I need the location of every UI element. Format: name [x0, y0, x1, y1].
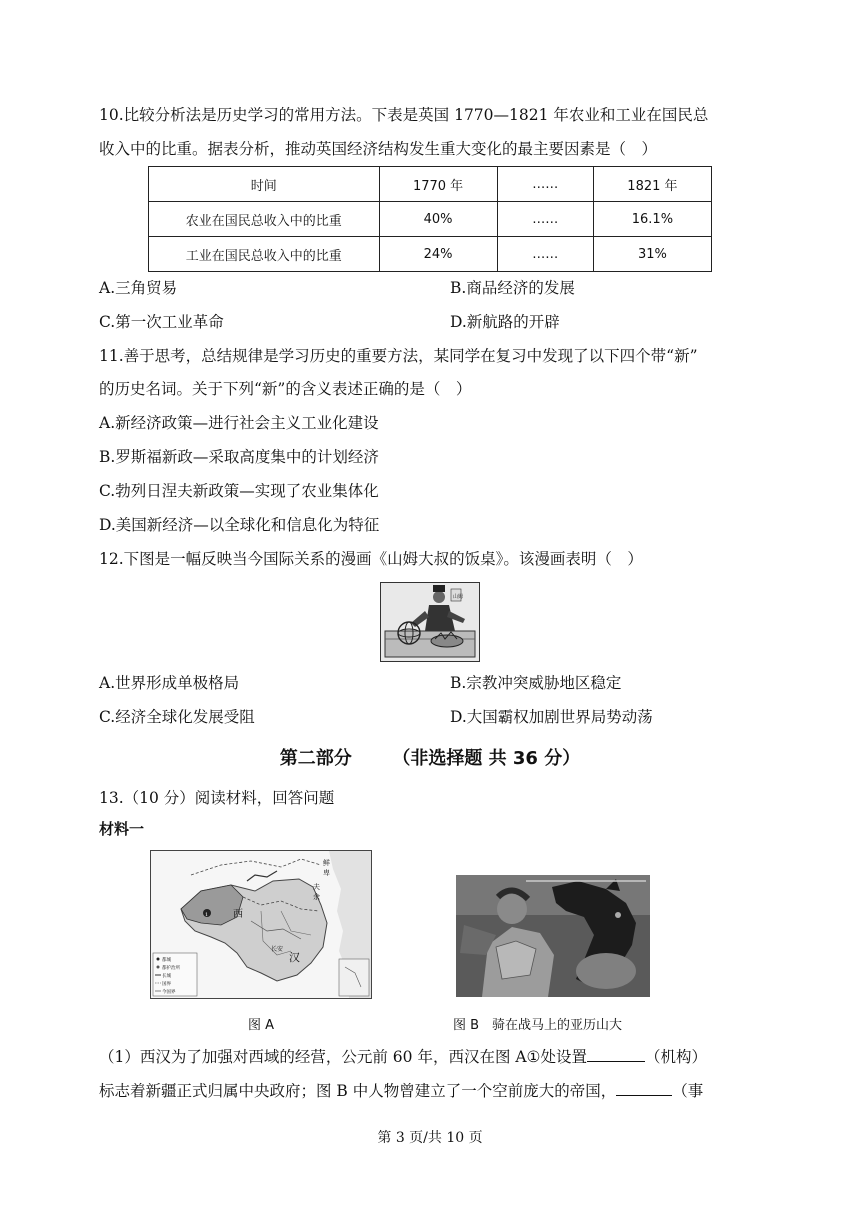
map-label-fu: 夫 — [313, 883, 320, 891]
q11-stem-line1: 11.善于思考，总结规律是学习历史的重要方法，某同学在复习中发现了以下四个带“新” — [99, 347, 698, 365]
table-cell: 农业在国民总收入中的比重 — [149, 202, 380, 237]
figure-a-caption: 图 A — [248, 1018, 275, 1033]
map-label-han: 汉 — [289, 951, 300, 964]
map-marker-1: 1 — [205, 912, 209, 918]
map-label-bei: 卑 — [323, 869, 330, 877]
table-cell: 40% — [379, 202, 497, 237]
answer-blank-2[interactable] — [616, 1079, 672, 1096]
q13-stem: 13.（10 分）阅读材料，回答问题 — [99, 789, 335, 807]
q11-stem-line2: 的历史名词。关于下列“新”的含义表述正确的是（ ） — [99, 380, 472, 398]
q11-option-b: B.罗斯福新政—采取高度集中的计划经济 — [99, 448, 379, 466]
q13-part1-text-d: （事 — [672, 1082, 704, 1100]
q10-option-b: B.商品经济的发展 — [450, 279, 575, 297]
q13-part1-text-a: （1）西汉为了加强对西域的经营，公元前 60 年，西汉在图 A①处设置 — [99, 1048, 587, 1066]
page-footer: 第 3 页/共 10 页 — [377, 1130, 483, 1146]
table-cell: …… — [497, 202, 593, 237]
map-label-west: 西 — [233, 909, 243, 920]
q10-option-c: C.第一次工业革命 — [99, 313, 224, 331]
q12-option-c: C.经济全球化发展受阻 — [99, 708, 255, 726]
q10-option-a: A.三角贸易 — [99, 279, 178, 297]
table-cell: 31% — [593, 237, 711, 272]
table-row — [149, 202, 712, 237]
legend-protectorate: 都护治所 — [162, 966, 180, 971]
map-label-changan: 长安 — [271, 946, 284, 953]
q10-stem-line1: 10.比较分析法是历史学习的常用方法。下表是英国 1770—1821 年农业和工业在国民总 — [99, 106, 709, 124]
legend-border: 国界 — [162, 982, 171, 987]
table-row — [149, 237, 712, 272]
q11-option-d: D.美国新经济—以全球化和信息化为特征 — [99, 516, 380, 534]
q10-option-d: D.新航路的开辟 — [450, 313, 560, 331]
map-label-xian: 鲜 — [323, 859, 330, 867]
table-cell: 时间 — [149, 167, 380, 202]
table-cell: …… — [497, 237, 593, 272]
svg-text:山姆: 山姆 — [453, 594, 464, 600]
table-cell: 1770 年 — [379, 167, 497, 202]
table-cell: 工业在国民总收入中的比重 — [149, 237, 380, 272]
q13-part1-line1 — [99, 1045, 707, 1068]
map-label-yu: 余 — [313, 893, 320, 901]
legend-modern-border: 今国界 — [162, 990, 176, 995]
table-cell: …… — [497, 167, 593, 202]
table-header-row — [149, 167, 712, 202]
table-cell: 24% — [379, 237, 497, 272]
legend-capital: 都城 — [162, 958, 171, 963]
table-cell: 16.1% — [593, 202, 711, 237]
uncle-sam-cartoon-image — [380, 582, 480, 662]
q11-option-a: A.新经济政策—进行社会主义工业化建设 — [99, 414, 379, 432]
q12-option-a: A.世界形成单极格局 — [99, 674, 240, 692]
section-title-main: 第二部分 — [279, 748, 352, 769]
q13-part1-line2 — [99, 1079, 703, 1102]
table-cell: 1821 年 — [593, 167, 711, 202]
q13-part1-text-b: （机构） — [644, 1048, 707, 1066]
q12-option-b: B.宗教冲突威胁地区稳定 — [450, 674, 622, 692]
section-title-subtitle: （非选择题 共 36 分） — [392, 748, 581, 769]
han-dynasty-map-image — [150, 850, 372, 999]
q12-stem: 12.下图是一幅反映当今国际关系的漫画《山姆大叔的饭桌》。该漫画表明（ ） — [99, 550, 643, 568]
q11-option-c: C.勃列日涅夫新政策—实现了农业集体化 — [99, 482, 379, 500]
figure-b-caption: 图 B 骑在战马上的亚历山大 — [453, 1018, 623, 1033]
legend-great-wall: 长城 — [162, 974, 171, 979]
answer-blank-1[interactable] — [587, 1045, 645, 1062]
q12-option-d: D.大国霸权加剧世界局势动荡 — [450, 708, 653, 726]
q10-table — [148, 166, 712, 272]
section-title — [0, 744, 860, 770]
alexander-on-horseback-image — [456, 875, 650, 997]
material-heading: 材料一 — [99, 820, 145, 838]
q10-stem-line2: 收入中的比重。据表分析，推动英国经济结构发生重大变化的最主要因素是（ ） — [99, 140, 658, 158]
q13-part1-text-c: 标志着新疆正式归属中央政府；图 B 中人物曾建立了一个空前庞大的帝国， — [99, 1082, 617, 1100]
